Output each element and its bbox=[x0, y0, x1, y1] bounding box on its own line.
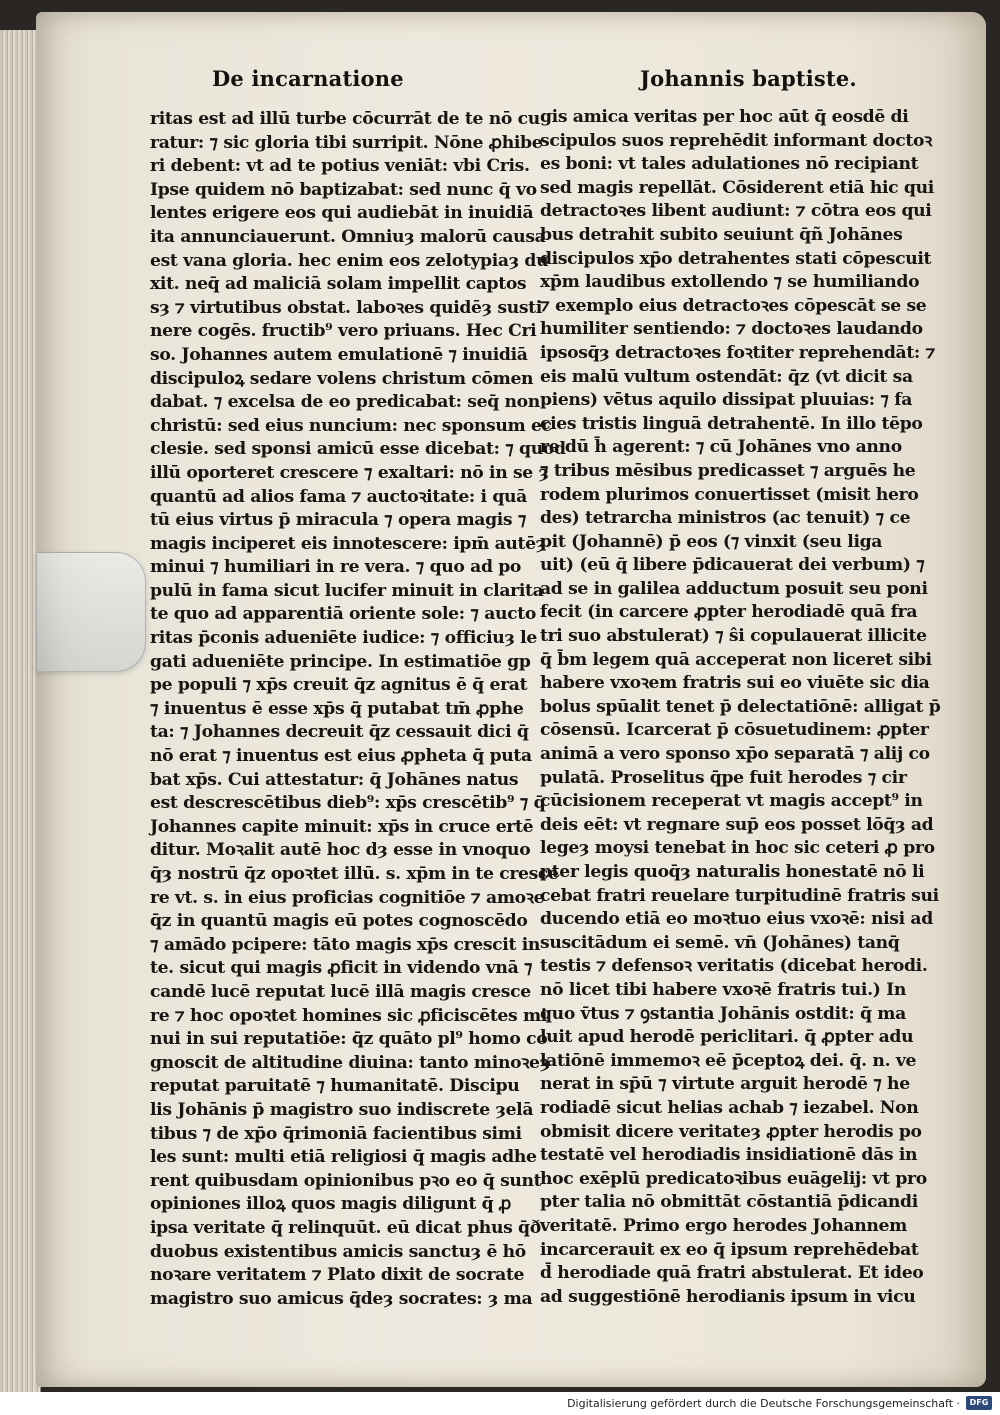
text-line: legeȝ moysi tenebat in hoc sic ceteri ꝓ pro bbox=[540, 838, 935, 859]
text-line: cies tristis linguā detrahentē. In illo tēpo bbox=[540, 413, 923, 434]
text-line: magistro suo amicus q̄deȝ socrates: ȝ ma bbox=[150, 1288, 533, 1309]
text-line: nere cogēs. fructib⁹ vero priuans. Hec Cri bbox=[150, 321, 537, 342]
text-line: animā a vero sponso xp̄o separatā ⁊ alij co bbox=[540, 744, 930, 765]
text-line: bus detrahit subito seuiunt q̄ñ Johānes bbox=[540, 224, 903, 245]
text-line: magis inciperet eis innotescere: ipm̄ autēȝ bbox=[150, 533, 546, 554]
text-line: cebat fratri reuelare turpitudinē fratris sui bbox=[540, 885, 939, 906]
text-line: dabat. ⁊ excelsa de eo predicabat: seq̄ non bbox=[150, 392, 540, 413]
text-line: Johannes capite minuit: xp̄s in cruce ertē bbox=[150, 816, 534, 837]
text-line: q̄̄ b̄m legem quā acceperat non liceret sibi bbox=[540, 649, 932, 670]
left-text-column bbox=[150, 108, 566, 1311]
text-line: ri debent: vt ad te potius veniāt: vbi Cris. bbox=[150, 156, 530, 177]
text-line: noꝛare veritatem ⁊ Plato dixit de socrate bbox=[150, 1265, 525, 1286]
text-line: gati adueniēte principe. In estimatiōe gp bbox=[150, 651, 531, 672]
text-line: veritatē. Primo ergo herodes Johannem bbox=[540, 1215, 907, 1236]
footer-credit-text: Digitalisierung gefördert durch die Deutsche Forschungsgemeinschaft · bbox=[567, 1397, 960, 1410]
text-line: pe populi ⁊ xp̄s creuit q̄z agnitus ē q̄ erat bbox=[150, 675, 528, 696]
text-line: lis Johānis p̄ magistro suo indiscrete ȝelā bbox=[150, 1099, 534, 1120]
text-line: candē lucē reputat lucē illā magis cresce bbox=[150, 981, 531, 1002]
text-line: suscitādum ei semē. vn̄ (Johānes) tanq̄ bbox=[540, 932, 900, 953]
text-line: tū eius virtus p̄ miracula ⁊ opera magis ⁊ bbox=[150, 510, 527, 531]
text-line: ad se in galilea adductum posuit seu poni bbox=[540, 578, 928, 599]
text-line: lentes erigere eos qui audiebāt in inuidiā bbox=[150, 203, 534, 224]
text-line: latiōnē immemoꝛ eē p̄ceptoꝝ dei. q̄. n. ve bbox=[540, 1050, 917, 1071]
text-line: christū: sed eius nuncium: nec sponsum ec bbox=[150, 415, 552, 436]
text-line: les sunt: multi etiā religiosi q̄ magis adhe bbox=[150, 1147, 537, 1168]
text-line: nō erat ⁊ inuentus est eius ꝓpheta q̄ puta bbox=[150, 746, 532, 767]
text-line: ⁊ inuentus ē esse xp̄s q̄ putabat tm̄ ꝓphe bbox=[150, 698, 524, 719]
text-line: gnoscit de altitudine diuina: tanto minoꝛeȝ bbox=[150, 1052, 550, 1073]
text-line: ⁊ tribus mēsibus predicasset ⁊ arguēs he bbox=[540, 460, 916, 481]
text-line: re vt. s. in eius proficias cognitiōe ⁊ amoꝛe bbox=[150, 887, 545, 908]
text-line: humiliter sentiendo: ⁊ doctoꝛes laudando bbox=[540, 319, 923, 340]
text-line: rodiadē sicut helias achab ⁊ iezabel. Non bbox=[540, 1097, 919, 1118]
text-line: discipulos xp̄o detrahentes stati cōpescuit bbox=[540, 248, 932, 269]
running-header-left: De incarnatione bbox=[212, 66, 404, 91]
text-line: Ipse quidem nō baptizabat: sed nunc q̄ vo bbox=[150, 179, 537, 200]
text-line: incarcerauit ex eo q̄ ipsum reprehēdebat bbox=[540, 1239, 919, 1260]
text-line: obmisit dicere veritateȝ ꝓpter herodis po bbox=[540, 1121, 922, 1142]
text-line: des) tetrarcha ministros (ac tenuit) ⁊ ce bbox=[540, 508, 911, 529]
text-line: nui in sui reputatiōe: q̄z quāto pl⁹ homo co bbox=[150, 1029, 548, 1050]
text-line: re ⁊ hoc opoꝛtet homines sic ꝓficiscētes mi bbox=[150, 1005, 547, 1026]
text-line: rent quibusdam opinionibus pꝛo eo q̄ sunt bbox=[150, 1170, 542, 1191]
text-line: q̄z in quantū magis eū potes cognoscēdo bbox=[150, 911, 528, 932]
text-line: bolus spūalit tenet p̄ delectatiōnē: alligat p̄ bbox=[540, 696, 941, 717]
text-line: habere vxoꝛem fratris sui eo viuēte sic dia bbox=[540, 673, 930, 694]
text-line: pter talia nō obmittāt cōstantiā p̄dicandi bbox=[540, 1192, 918, 1213]
digitization-footer bbox=[0, 1392, 1000, 1415]
text-line: reputat paruitatē ⁊ humanitatē. Discipu bbox=[150, 1076, 520, 1097]
text-line: tri suo abstulerat) ⁊ ŝi copulauerat illicite bbox=[540, 626, 927, 647]
text-line: testis ⁊ defensoꝛ veritatis (dicebat herodi. bbox=[540, 956, 928, 977]
text-line: minui ⁊ humiliari in re vera. ⁊ quo ad po bbox=[150, 557, 522, 578]
text-line: ad suggestiōnē herodianis ipsum in vicu bbox=[540, 1286, 916, 1307]
text-line: est descrescētibus dieb⁹: xp̄s crescētib⁹ ⁊ q̄ bbox=[150, 793, 546, 814]
text-line: d̄ herodiade quā fratri abstulerat. Et ideo bbox=[540, 1263, 924, 1284]
text-line: cūcisionem receperat vt magis accept⁹ in bbox=[540, 791, 923, 812]
text-line: testatē vel herodiadis insidiationē dās in bbox=[540, 1145, 918, 1166]
running-header-right: Johannis baptiste. bbox=[640, 66, 857, 91]
text-line: nerat in sp̄ū ⁊ virtute arguit herodē ⁊ he bbox=[540, 1074, 910, 1095]
text-line: deis eēt: vt regnare sup̄ eos posset lōq̄ȝ ad bbox=[540, 814, 934, 835]
text-line: ipsosq̄ȝ detractoꝛes foꝛtiter reprehendāt: ⁊ bbox=[540, 342, 936, 363]
text-line: pulatā. Proselitus q̄pe fuit herodes ⁊ cir bbox=[540, 767, 907, 788]
text-line: bat xp̄s. Cui attestatur: q̄ Johānes natus bbox=[150, 769, 519, 790]
text-line: luit apud herodē periclitari. q̄̄ ꝓpter adu bbox=[540, 1027, 914, 1048]
text-line: cōsensū. Icarcerat p̄ cōsuetudinem: ꝓpter bbox=[540, 720, 929, 741]
text-line: te quo ad apparentiā oriente sole: ⁊ aucto bbox=[150, 604, 536, 625]
text-line: ditur. Moꝛalit autē hoc dȝ esse in vnoquo bbox=[150, 840, 531, 861]
text-line: uit) (eū q̄ libere p̄dicauerat dei verbum) ⁊ bbox=[540, 555, 925, 576]
text-line: q̄ȝ nostrū q̄z opoꝛtet illū. s. xp̄m in te cresce bbox=[150, 864, 559, 884]
right-text-column bbox=[540, 106, 941, 1309]
text-line: re dū h̄ agerent: ⁊ cū Johānes vno anno bbox=[540, 437, 902, 458]
text-line: est vana gloria. hec enim eos zelotypiaȝ du bbox=[150, 250, 549, 271]
text-line: te. sicut qui magis ꝓficit in videndo vnā ⁊ bbox=[150, 958, 533, 979]
text-line: pter legis quoq̄ȝ naturalis honestatē nō li bbox=[540, 862, 925, 882]
text-line: so. Johannes autem emulationē ⁊ inuidiā bbox=[150, 344, 528, 365]
text-line: clesie. sed sponsi amicū esse dicebat: ⁊ quod bbox=[150, 439, 566, 460]
text-line: gis amica veritas per hoc aūt q̄ eosdē di bbox=[540, 107, 909, 127]
text-line: xit. neq̄ ad maliciā solam impellit captos bbox=[150, 274, 527, 295]
text-line: tibus ⁊ de xp̄o q̄rimoniā facientibus simi bbox=[150, 1123, 522, 1144]
text-line: xp̄m laudibus extollendo ⁊ se humiliando bbox=[540, 272, 920, 293]
text-line: fecit (in carcere ꝓpter herodiadē quā fra bbox=[540, 602, 918, 623]
text-line: ratur: ⁊ sic gloria tibi surripit. Nōne ꝓhibe bbox=[150, 132, 543, 153]
text-line: hoc exēplū predicatoꝛibus euāgelij: vt pro bbox=[540, 1168, 927, 1189]
text-line: ⁊ exemplo eius detractoꝛes cōpescāt se se bbox=[540, 295, 927, 316]
text-line: eis malū vultum ostendāt: q̄z (vt dicit sa bbox=[540, 366, 913, 387]
text-line: nō licet tibi habere vxoꝛē fratris tui.) In bbox=[540, 979, 906, 1000]
dfg-logo: DFG bbox=[966, 1396, 992, 1410]
text-line: opiniones illoꝝ quos magis diligunt q̄̄ ꝓ bbox=[150, 1194, 511, 1215]
text-line: ritas p̄conis adueniēte iudice: ⁊ officiuȝ le bbox=[150, 628, 537, 649]
text-line: ita annunciauerunt. Omniuȝ malorū causa bbox=[150, 226, 546, 247]
text-line: discipuloꝝ sedare volens christum cōmen bbox=[150, 368, 534, 389]
text-line: illū oporteret crescere ⁊ exaltari: nō in se ȝ bbox=[150, 462, 549, 483]
text-line: piens) vētus aquilo dissipat pluuias: ⁊ fa bbox=[540, 390, 913, 411]
text-line: pit (Johannē) p̄ eos (⁊ vinxit (seu liga bbox=[540, 531, 883, 552]
text-line: ducendo etiā eo moꝛtuo eius vxoꝛē: nisi ad bbox=[540, 909, 933, 930]
text-line: duobus existentibus amicis sanctuȝ ē hō bbox=[150, 1241, 526, 1262]
text-line: quantū ad alios fama ⁊ auctoꝛitate: i quā bbox=[150, 486, 527, 507]
text-line: es boni: vt tales adulationes nō recipiant bbox=[540, 154, 919, 175]
text-line: ta: ⁊ Johannes decreuit q̄z cessauit dici q̄ bbox=[150, 722, 529, 743]
text-line: sed magis repellāt. Cōsiderent etiā hic qui bbox=[540, 177, 934, 198]
plastic-page-clip bbox=[36, 552, 146, 672]
text-line: rodem plurimos conuertisset (misit hero bbox=[540, 484, 919, 505]
text-line: pulū in fama sicut lucifer minuit in clarita bbox=[150, 580, 544, 601]
text-line: detractoꝛes libent audiunt: ⁊ cōtra eos qui bbox=[540, 201, 932, 222]
text-line: ⁊ amādo pcipere: tāto magis xp̄s crescit in bbox=[150, 934, 541, 955]
book-page-edges bbox=[0, 30, 41, 1392]
text-line: ipsa veritate q̄̄ relinquūt. eū dicat phus q̄ð bbox=[150, 1217, 541, 1238]
text-line: ritas est ad illū turbe cōcurrāt de te nō cu bbox=[150, 109, 540, 129]
text-line: scipulos suos reprehēdit informant doctoꝛ bbox=[540, 130, 932, 151]
text-line: sȝ ⁊ virtutibus obstat. laboꝛes quidēȝ susti bbox=[150, 297, 542, 318]
text-line: quo v̄tus ⁊ ꝯstantia Johānis ostdit: q̄ ma bbox=[540, 1003, 906, 1024]
